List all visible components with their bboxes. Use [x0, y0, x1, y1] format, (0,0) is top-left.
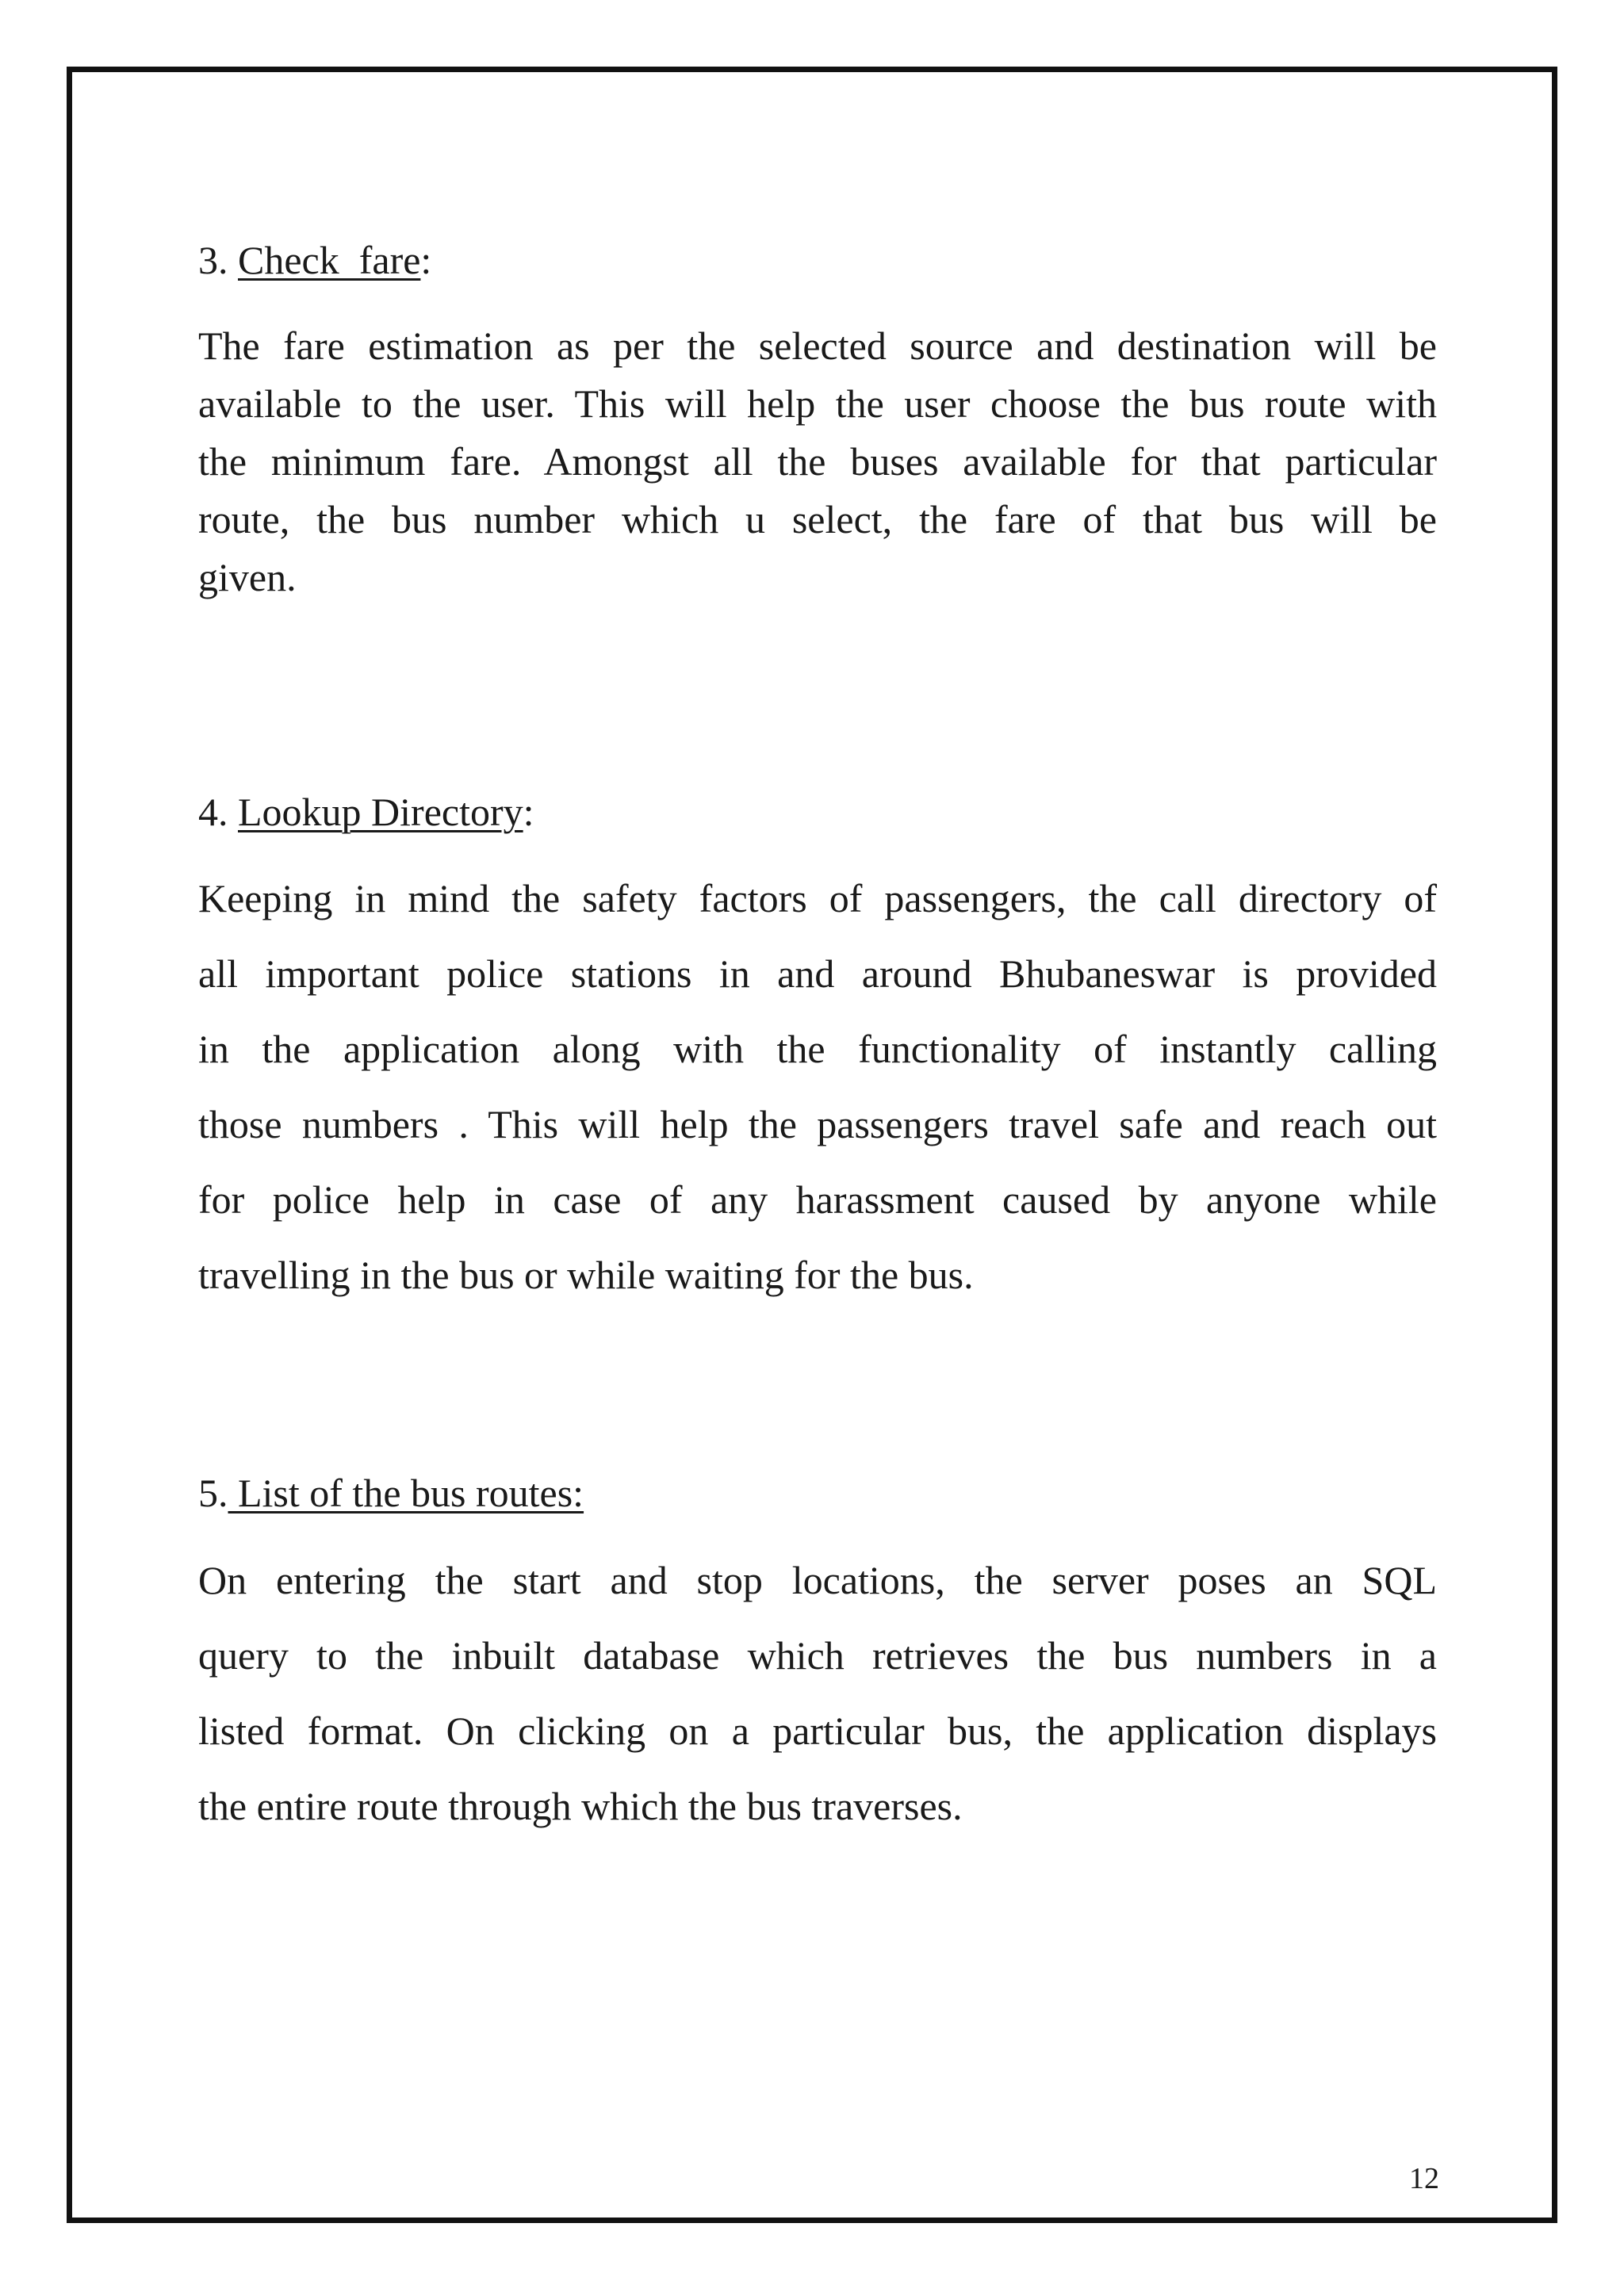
section-title: Check fare: [238, 238, 421, 282]
paragraph-line: all important police stations in and around Bhubaneswar is provided: [198, 951, 1437, 996]
section-heading-check-fare: [198, 236, 431, 284]
paragraph-line: query to the inbuilt database which retrieves the bus numbers in a: [198, 1633, 1437, 1678]
section-number: 4.: [198, 790, 238, 834]
paragraph-line: the minimum fare. Amongst all the buses available for that particular: [198, 439, 1437, 484]
section-title: List of the bus routes:: [228, 1471, 584, 1515]
section-paragraph-check-fare: [198, 317, 1437, 607]
section-number: 3.: [198, 238, 238, 282]
section-title-suffix: :: [420, 238, 432, 282]
paragraph-line: The fare estimation as per the selected source and destination will be: [198, 323, 1437, 368]
section-heading-bus-routes: [198, 1469, 584, 1517]
paragraph-line: route, the bus number which u select, the fare of that bus will be: [198, 497, 1437, 541]
paragraph-line: travelling in the bus or while waiting for the bus.: [198, 1253, 974, 1297]
paragraph-line: On entering the start and stop locations, the server poses an SQL: [198, 1558, 1437, 1602]
paragraph-line: for police help in case of any harassment caused by anyone while: [198, 1177, 1437, 1222]
section-paragraph-bus-routes: [198, 1543, 1437, 1844]
paragraph-line: in the application along with the functionality of instantly calling: [198, 1027, 1437, 1071]
paragraph-line: available to the user. This will help the user choose the bus route with: [198, 381, 1437, 426]
section-title-suffix: :: [523, 790, 534, 834]
paragraph-line: listed format. On clicking on a particular bus, the application displays: [198, 1709, 1437, 1753]
section-paragraph-lookup-directory: [198, 861, 1437, 1313]
paragraph-line: given.: [198, 555, 297, 599]
section-number: 5.: [198, 1471, 228, 1515]
paragraph-line: Keeping in mind the safety factors of passengers, the call directory of: [198, 876, 1437, 920]
section-heading-lookup-directory: [198, 788, 534, 836]
paragraph-line: those numbers . This will help the passengers travel safe and reach out: [198, 1102, 1437, 1146]
page-number: 12: [1409, 2162, 1439, 2195]
section-title: Lookup Directory: [238, 790, 523, 834]
paragraph-line: the entire route through which the bus traverses.: [198, 1784, 963, 1828]
